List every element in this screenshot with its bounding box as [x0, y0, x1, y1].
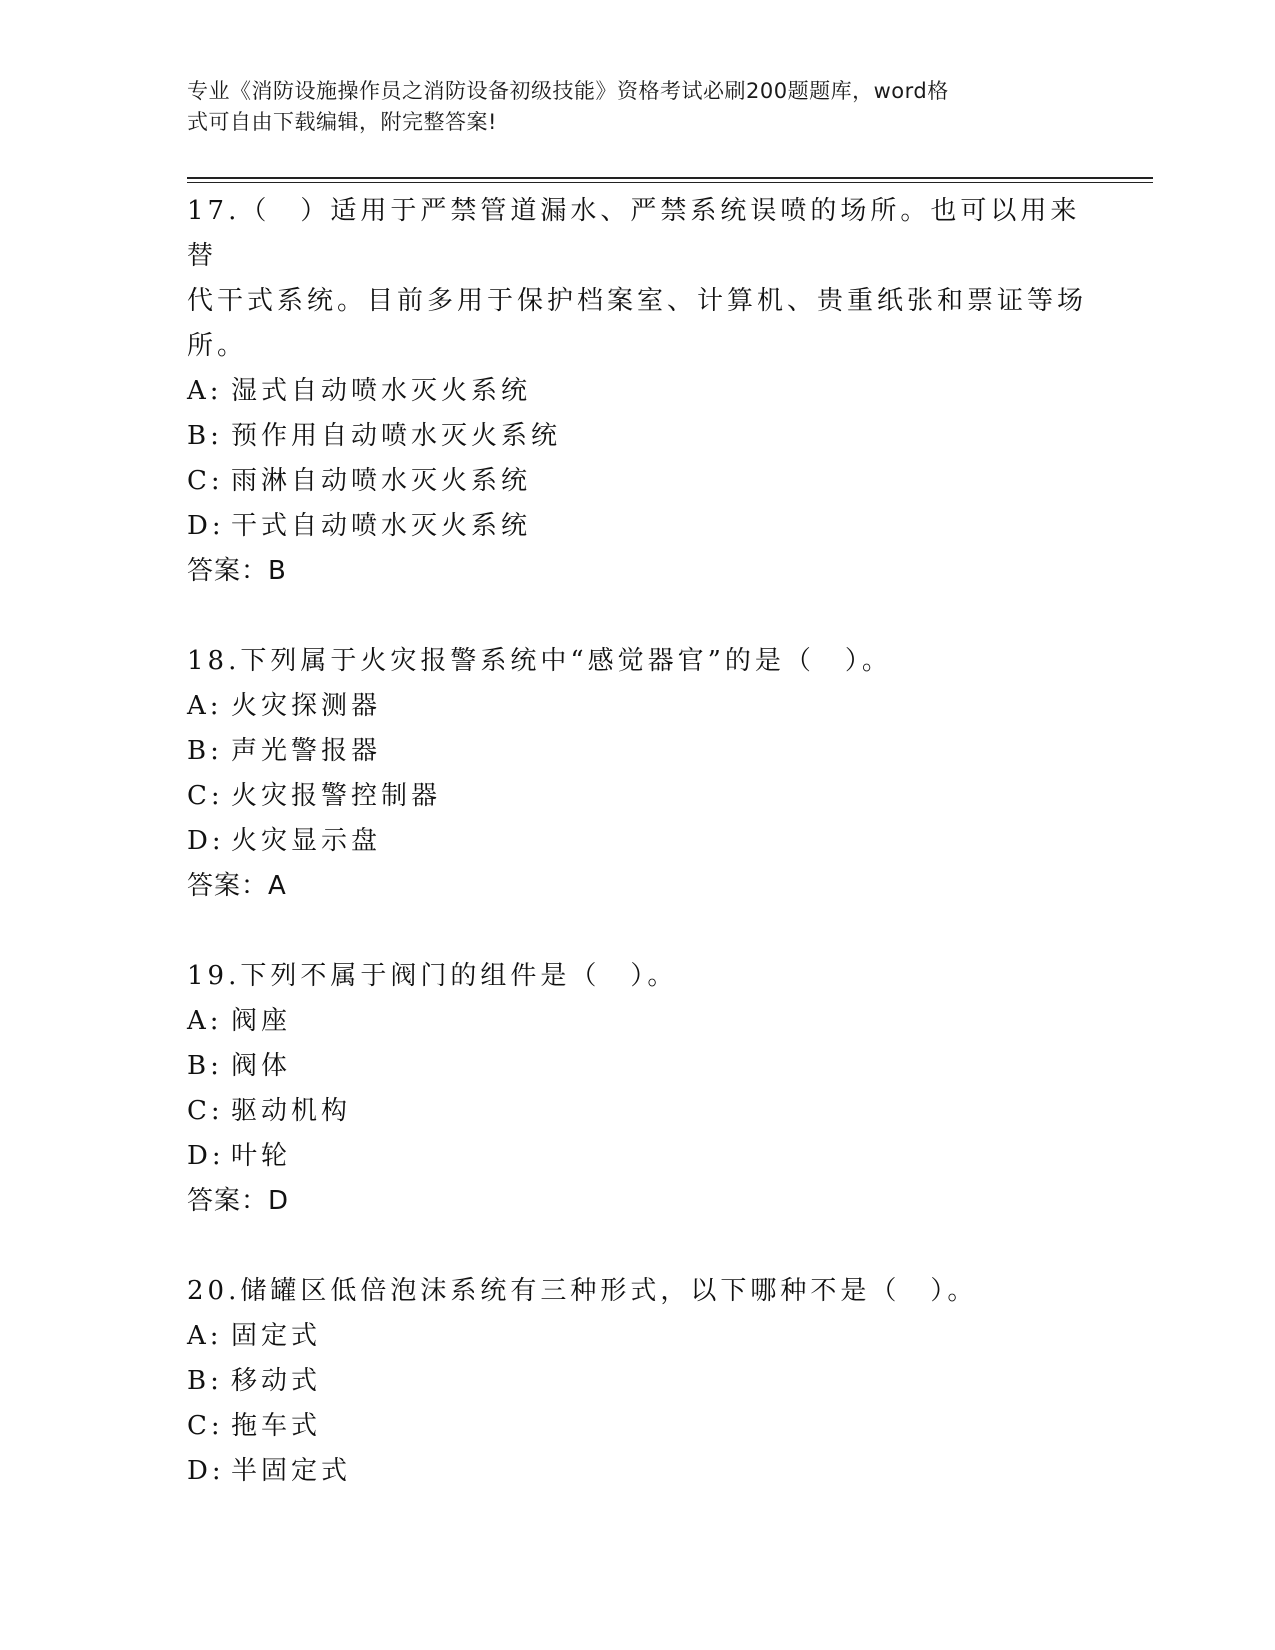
option-text: 干式自动喷水灭火系统 [231, 511, 532, 541]
question-18-option-a [187, 684, 1087, 729]
question-19-option-d [187, 1134, 1087, 1179]
question-17-stem-line-1: 17.（ ）适用于严禁管道漏水、严禁系统误喷的场所。也可以用来替 [187, 196, 1081, 271]
question-17-stem-line-3: 所。 [187, 331, 248, 361]
option-letter: B: [187, 1051, 223, 1081]
question-17-option-c [187, 459, 1087, 504]
option-text: 雨淋自动喷水灭火系统 [231, 466, 532, 496]
header-line-1: 专业《消防设施操作员之消防设备初级技能》资格考试必刷200题题库，word格 [187, 79, 949, 103]
option-letter: A: [187, 691, 223, 721]
question-19-stem-line-1: 19.下列不属于阀门的组件是（ ）。 [187, 961, 678, 991]
question-17-option-b [187, 414, 1087, 459]
question-18-stem-line-1: 18.下列属于火灾报警系统中“感觉器官”的是（ ）。 [187, 646, 892, 676]
option-letter: C: [187, 466, 224, 496]
header-line-2: 式可自由下载编辑，附完整答案! [187, 110, 497, 134]
question-18-option-c [187, 774, 1087, 819]
question-19-answer: 答案：D [187, 1186, 290, 1216]
option-text: 阀座 [231, 1006, 292, 1036]
question-17-option-d [187, 504, 1087, 549]
question-20-option-b [187, 1359, 1087, 1404]
question-spacer [187, 909, 1087, 954]
question-17-answer: 答案：B [187, 556, 287, 586]
option-letter: B: [187, 1366, 223, 1396]
question-18-answer: 答案：A [187, 871, 287, 901]
option-text: 半固定式 [231, 1456, 352, 1486]
question-20-option-c [187, 1404, 1087, 1449]
option-letter: C: [187, 1411, 224, 1441]
question-spacer [187, 594, 1087, 639]
question-17 [187, 189, 1087, 594]
option-letter: C: [187, 781, 224, 811]
question-19-option-c [187, 1089, 1087, 1134]
option-letter: B: [187, 421, 223, 451]
option-letter: C: [187, 1096, 224, 1126]
option-text: 叶轮 [231, 1141, 292, 1171]
question-18-option-d [187, 819, 1087, 864]
question-20-option-a [187, 1314, 1087, 1359]
option-text: 火灾显示盘 [231, 826, 382, 856]
option-text: 移动式 [231, 1366, 322, 1396]
option-letter: A: [187, 1321, 223, 1351]
option-letter: D: [187, 1141, 225, 1171]
question-19 [187, 954, 1087, 1224]
option-text: 声光警报器 [231, 736, 382, 766]
option-letter: A: [187, 1006, 223, 1036]
document-header [187, 76, 1077, 138]
option-text: 驱动机构 [231, 1096, 352, 1126]
question-19-option-a [187, 999, 1087, 1044]
option-text: 拖车式 [231, 1411, 322, 1441]
question-18 [187, 639, 1087, 909]
option-letter: D: [187, 826, 225, 856]
option-text: 火灾探测器 [231, 691, 382, 721]
option-text: 湿式自动喷水灭火系统 [231, 376, 532, 406]
question-18-option-b [187, 729, 1087, 774]
question-17-stem-line-2: 代干式系统。目前多用于保护档案室、计算机、贵重纸张和票证等场 [187, 286, 1088, 316]
header-rule-thin [187, 182, 1153, 183]
option-text: 预作用自动喷水灭火系统 [231, 421, 562, 451]
option-letter: A: [187, 376, 223, 406]
option-letter: B: [187, 736, 223, 766]
option-letter: D: [187, 511, 225, 541]
question-list [187, 189, 1087, 1494]
question-20-option-d [187, 1449, 1087, 1494]
question-spacer [187, 1224, 1087, 1269]
question-17-option-a [187, 369, 1087, 414]
question-20 [187, 1269, 1087, 1494]
header-rule-thick [187, 177, 1153, 179]
question-20-stem-line-1: 20.储罐区低倍泡沫系统有三种形式，以下哪种不是（ ）。 [187, 1276, 978, 1306]
option-text: 阀体 [231, 1051, 292, 1081]
option-text: 火灾报警控制器 [231, 781, 442, 811]
option-letter: D: [187, 1456, 225, 1486]
question-19-option-b [187, 1044, 1087, 1089]
option-text: 固定式 [231, 1321, 322, 1351]
